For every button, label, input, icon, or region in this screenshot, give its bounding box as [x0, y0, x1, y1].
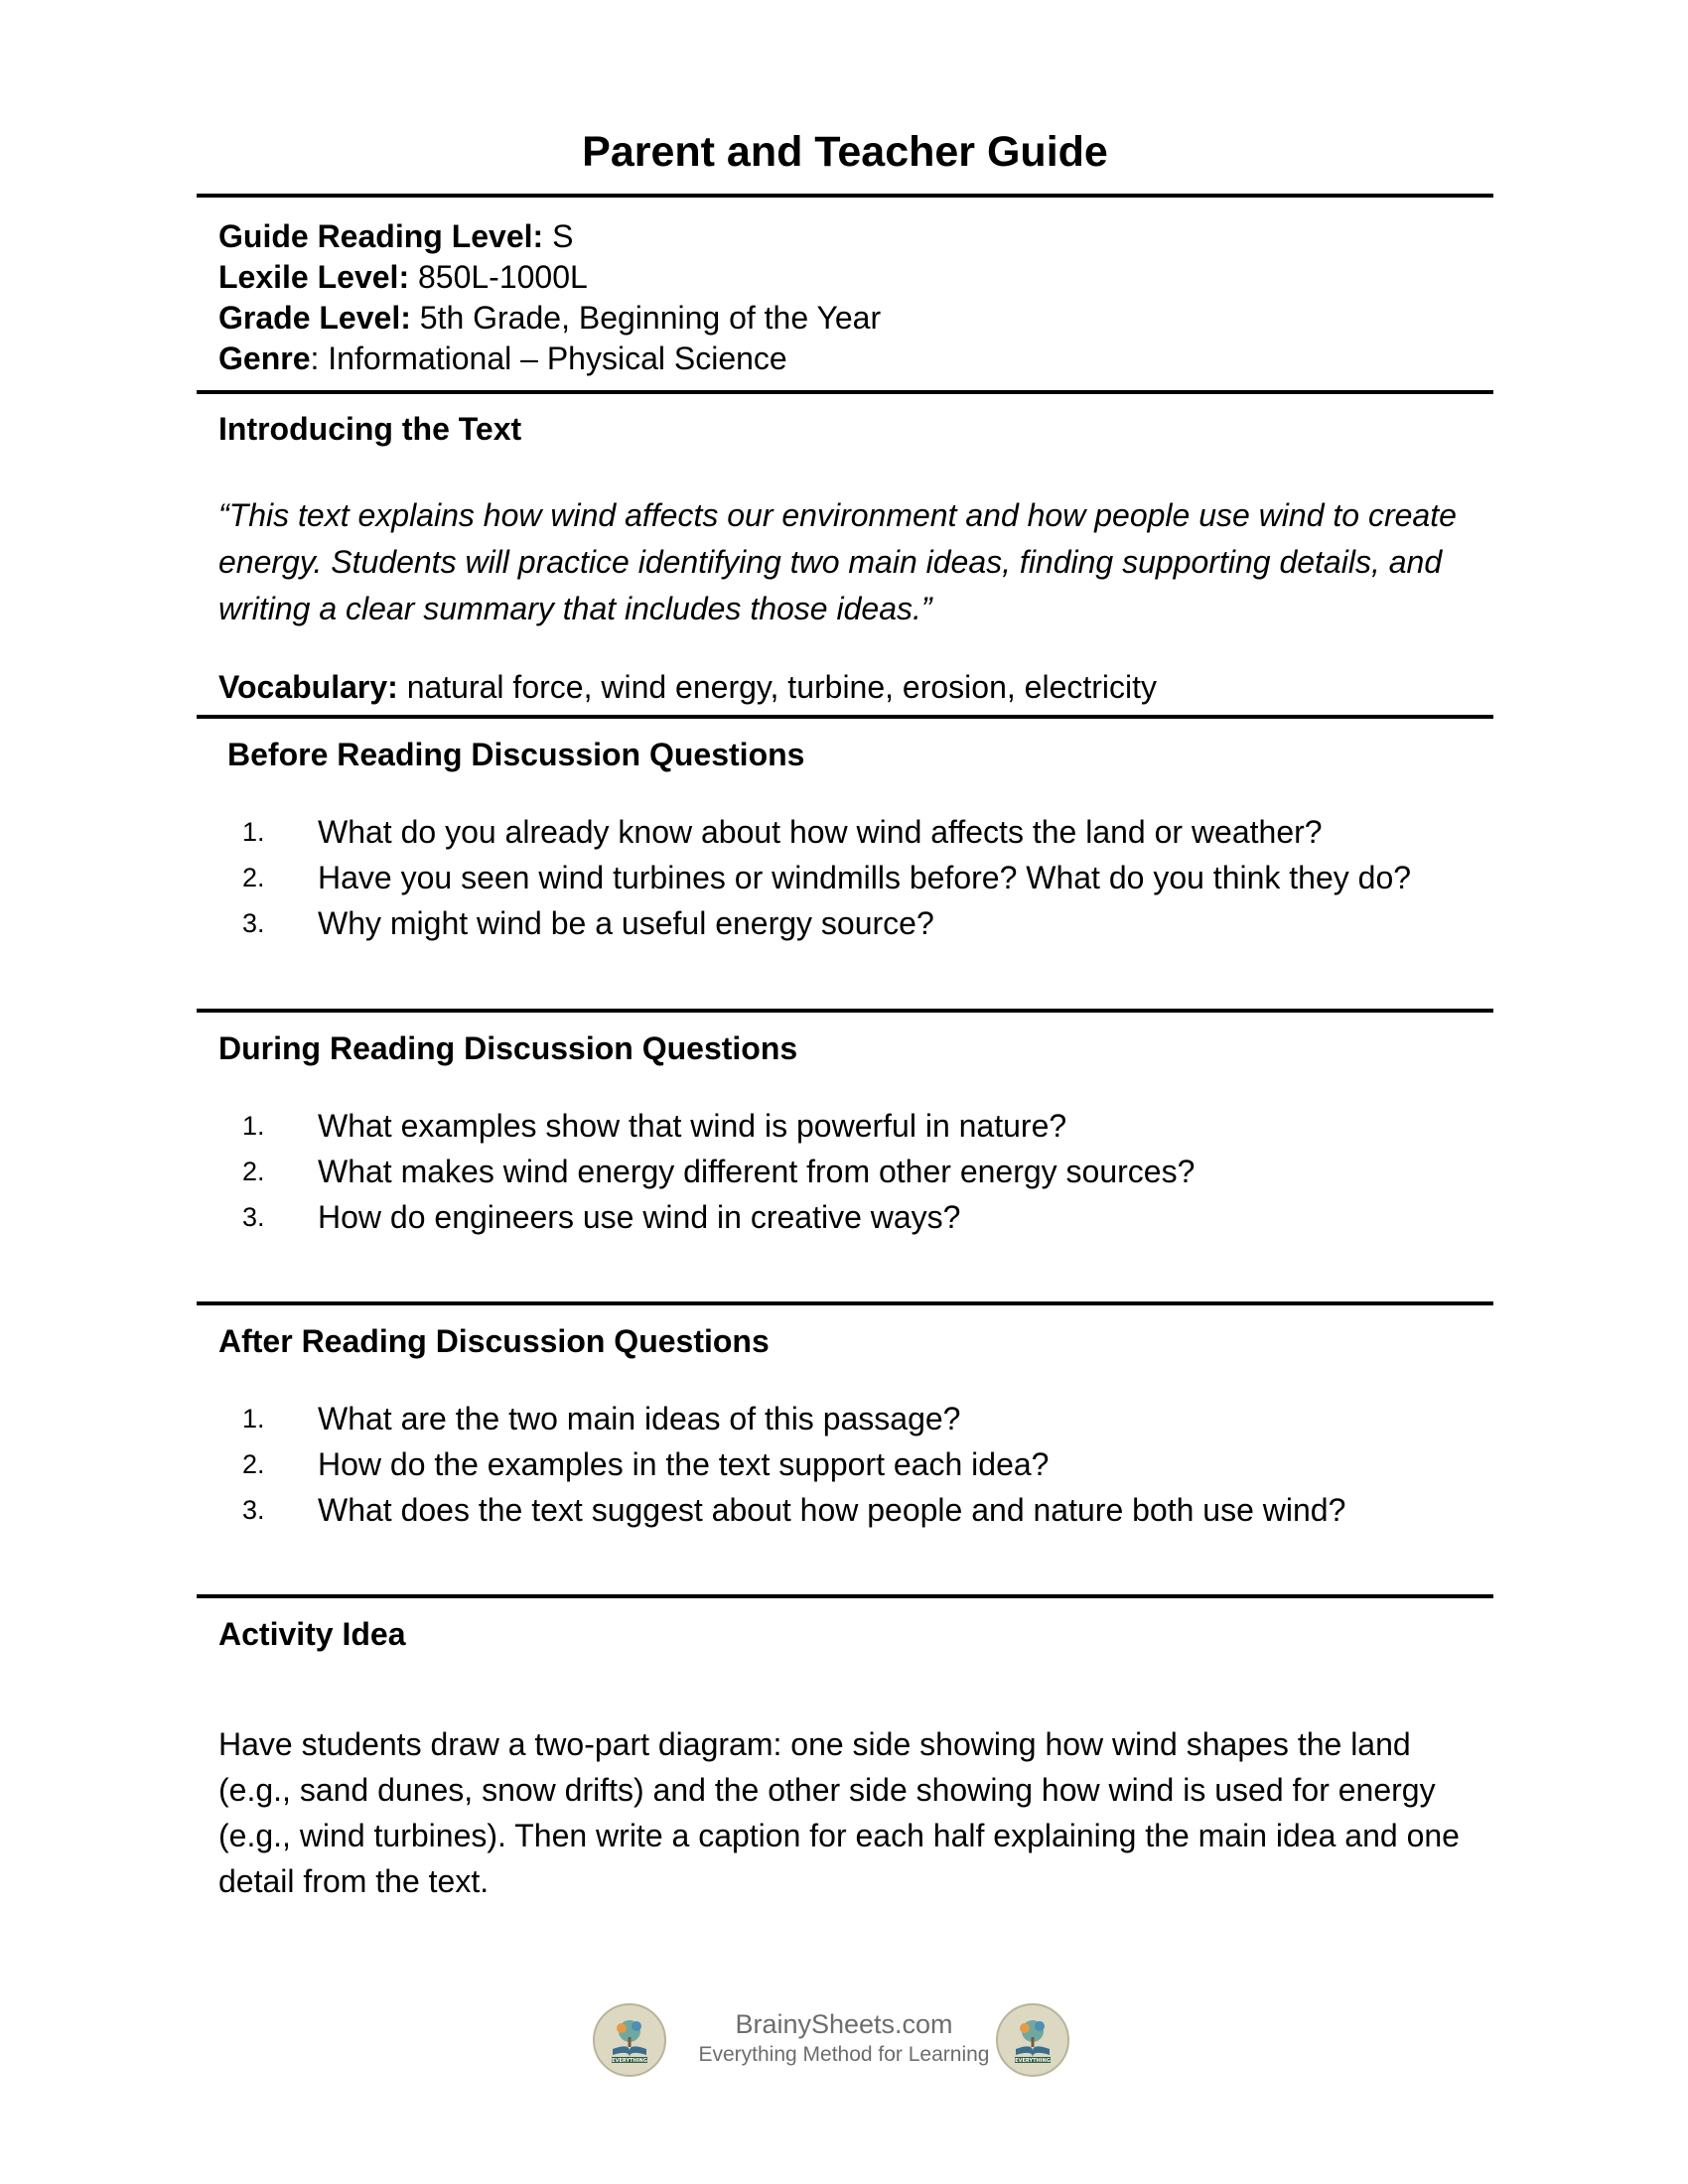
before-heading: Before Reading Discussion Questions: [227, 737, 805, 772]
grade-line: Grade Level: 5th Grade, Beginning of the Year: [218, 300, 882, 336]
book-tree-logo-icon: [593, 2003, 666, 2077]
after-heading: After Reading Discussion Questions: [218, 1323, 770, 1359]
list-item: 1. What are the two main ideas of this passage?: [242, 1401, 961, 1436]
page-title: Parent and Teacher Guide: [582, 128, 1108, 176]
after-questions-list: [197, 1396, 1493, 1533]
vocabulary-line: Vocabulary: natural force, wind energy, turbine, erosion, electricity: [218, 669, 1158, 705]
divider: [197, 715, 1493, 719]
divider: [197, 390, 1493, 394]
introducing-heading: Introducing the Text: [218, 411, 522, 447]
reading-level-line: Guide Reading Level: S: [218, 218, 574, 254]
book-tree-logo-icon: [996, 2003, 1069, 2077]
divider: [197, 194, 1493, 198]
book-tree-icon: [1004, 2011, 1061, 2069]
svg-text:EVERYTHING: EVERYTHING: [612, 2058, 647, 2064]
list-item: 1. What examples show that wind is powerful in nature?: [242, 1108, 1067, 1144]
list-item: 2. What makes wind energy different from other energy sources?: [242, 1154, 1196, 1189]
site-name: BrainySheets.com: [735, 2009, 953, 2039]
genre-line: Genre: Informational – Physical Science: [218, 341, 787, 376]
divider: [197, 1594, 1493, 1598]
lexile-line: Lexile Level: 850L-1000L: [218, 259, 588, 295]
before-questions-list: [197, 809, 1493, 946]
list-item: 3. What does the text suggest about how people and nature both use wind?: [242, 1492, 1346, 1528]
list-item: 1. What do you already know about how wind affects the land or weather?: [242, 814, 1323, 850]
introducing-quote: “This text explains how wind affects our environment and how people use wind to create energy. Students will practice identifying two main ideas, finding supporting details, and writing a clear summary that includes those ideas.”: [218, 497, 1457, 626]
footer: [0, 2003, 1688, 2083]
divider: [197, 1301, 1493, 1305]
list-item: 2. How do the examples in the text support each idea?: [242, 1446, 1050, 1482]
activity-text: Have students draw a two-part diagram: one side showing how wind shapes the land (e.g., sand dunes, snow drifts) and the other side showing how wind is used for energy (e.g., wind turbines). Then write a caption for each half explaining the main idea and one detail from the text.: [218, 1726, 1460, 1899]
divider: [197, 1009, 1493, 1013]
site-tagline: Everything Method for Learning: [698, 2043, 990, 2066]
list-item: 3. Why might wind be a useful energy source?: [242, 905, 934, 941]
svg-text:EVERYTHING: EVERYTHING: [1015, 2058, 1051, 2064]
book-tree-icon: [601, 2011, 658, 2069]
list-item: 2. Have you seen wind turbines or windmills before? What do you think they do?: [242, 860, 1412, 895]
during-heading: During Reading Discussion Questions: [218, 1030, 798, 1066]
list-item: 3. How do engineers use wind in creative ways?: [242, 1199, 961, 1235]
level-info: [218, 216, 881, 379]
activity-heading: Activity Idea: [218, 1616, 406, 1652]
footer-brand: [685, 2007, 1003, 2069]
during-questions-list: [197, 1103, 1493, 1240]
